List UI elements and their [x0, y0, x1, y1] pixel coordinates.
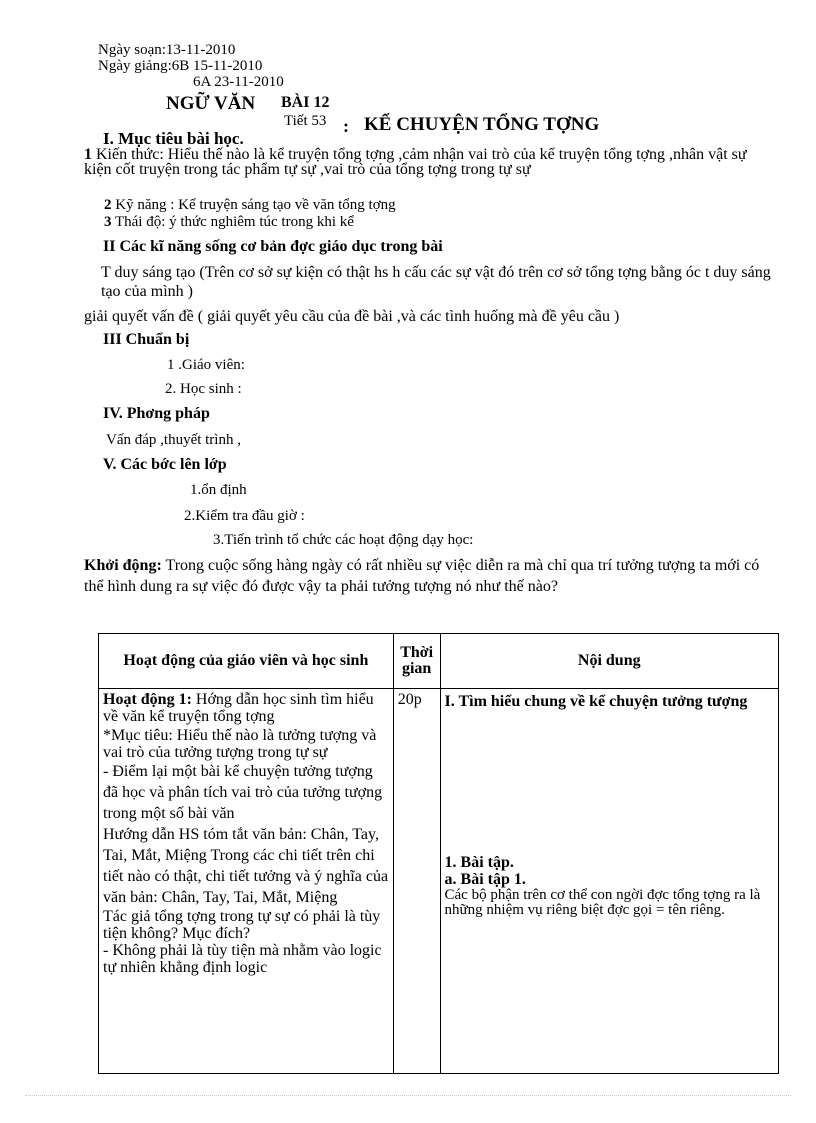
- subject-name: NGỮ VĂN: [166, 93, 256, 114]
- prep-date: Ngày soạn:13-11-2010: [98, 42, 236, 58]
- content-cell: [440, 689, 778, 1074]
- activity-summary-guide: Hướng dẫn HS tóm tắt văn bản: Chân, Tay, Tai, Mắt, Miệng Trong các chi tiết trên chi tiết nào có thật, chi tiết tưởng và ý nghĩa của văn bản: Chân, Tay, Tai, Mắt, Miệng: [103, 826, 389, 906]
- teach-date-6a: 6A 23-11-2010: [193, 74, 284, 90]
- life-skill-problem-solving: giải quyết vấn đề ( giải quyết yêu cầu của đề bài ,và các tình huống mà đề yêu cầu ): [84, 308, 620, 325]
- section-preparation-heading: III Chuẩn bị: [103, 331, 190, 348]
- activity-answer: - Không phải là tùy tiện mà nhằm vào logic tự nhiên khẳng định logic: [103, 942, 382, 976]
- section-procedure-heading: V. Các bớc lên lớp: [103, 456, 227, 473]
- time-cell: 20p: [393, 689, 440, 1074]
- prep-teacher: 1 .Giáo viên:: [167, 357, 245, 373]
- prep-student: 2. Học sinh :: [165, 381, 242, 397]
- procedure-check: 2.Kiểm tra đầu giờ :: [184, 508, 305, 524]
- content-heading: I. Tìm hiểu chung về kể chuyện tưởng tượng: [444, 693, 748, 710]
- lesson-title: KỂ CHUYỆN TỔNG TỢNG: [364, 114, 600, 135]
- life-skill-creative: T duy sáng tạo (Trên cơ sở sự kiện có thật hs h cấu các sự vật đó trên cơ sở tổng tợng bằng óc t duy sáng tạo của mình ): [101, 264, 771, 300]
- warm-up-paragraph: Khởi động: Trong cuộc sống hàng ngày có rất nhiều sự việc diễn ra mà chỉ qua trí tưởng tượng ta mới có thể hình dung ra sự việc đó được vậy ta phải tưởng tượng nó như thế nào?: [84, 557, 760, 595]
- activity-review: - Điểm lại một bài kể chuyện tưởng tượng đã học và phân tích vai trò của tưởng tượng trong một số bài văn: [103, 763, 383, 822]
- lesson-number: BÀI 12: [281, 94, 330, 111]
- header-content: Nội dung: [440, 634, 778, 689]
- procedure-activities: 3.Tiến trình tổ chức các hoạt động dạy học:: [213, 532, 474, 548]
- page-footer-divider: [25, 1095, 791, 1096]
- content-exercise-a: a. Bài tập 1.: [444, 871, 526, 888]
- table-row: [99, 689, 779, 1074]
- title-colon: :: [343, 116, 349, 136]
- header-activities: Hoạt động của giáo viên và học sinh: [99, 634, 394, 689]
- header-time: Thời gian: [393, 634, 440, 689]
- activity-1: Hoạt động 1: Hớng dẫn học sinh tìm hiểu về văn kể truyện tổng tợng: [103, 691, 374, 725]
- objective-knowledge: 1 Kiến thức: Hiểu thế nào là kể truyện tổng tợng ,cảm nhận vai trò của kể truyện tổng tợng ,nhân vật sự kiện cốt truyện trong tác phẩm tự sự ,vai trò của tổng tợng trong tự sự: [84, 146, 747, 178]
- lesson-activity-table: [98, 633, 779, 1074]
- objective-skill: 2 Kỹ năng : Kể truyện sáng tạo về văn tổng tợng: [104, 197, 396, 213]
- activity-objective: *Mục tiêu: Hiểu thế nào là tưởng tượng và vai trò của tưởng tượng trong tự sự: [103, 727, 377, 761]
- method-text: Vấn đáp ,thuyết trình ,: [106, 432, 241, 448]
- section-life-skills-heading: II Các kĩ năng sống cơ bản đợc giáo dục trong bài: [103, 238, 443, 255]
- content-exercise-text: Các bộ phận trên cơ thể con ngời đợc tổng tợng ra là những nhiệm vụ riêng biệt đợc gọi = tên riêng.: [444, 887, 761, 918]
- activity-question: Tác giả tổng tợng trong tự sự có phải là tùy tiện không? Mục đích?: [103, 908, 381, 942]
- content-exercise: 1. Bài tập.: [444, 854, 514, 871]
- table-header-row: [99, 634, 779, 689]
- period-label: Tiết 53: [284, 113, 327, 129]
- activity-cell: [99, 689, 394, 1074]
- section-method-heading: IV. Phơng pháp: [103, 405, 210, 422]
- procedure-stabilize: 1.ổn định: [190, 482, 247, 498]
- section-objectives-heading: I. Mục tiêu bài học.: [103, 129, 244, 148]
- teach-date-6b: Ngày giảng:6B 15-11-2010: [98, 58, 263, 74]
- objective-attitude: 3 Thái độ: ý thức nghiêm túc trong khi kể: [104, 214, 354, 230]
